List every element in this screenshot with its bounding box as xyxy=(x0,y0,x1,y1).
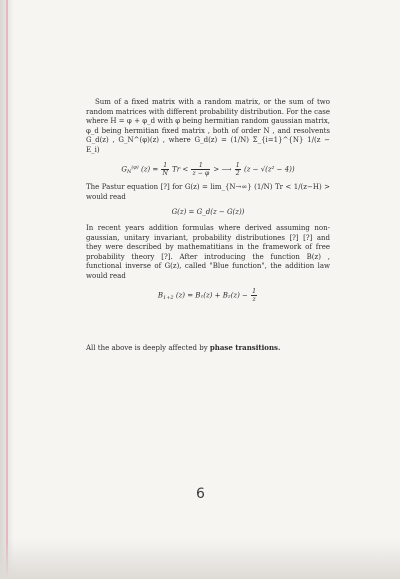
eq1-frac3-den: 2 xyxy=(235,169,240,177)
eq1-arrow: > ⟶ xyxy=(213,165,232,174)
closing-bold-phrase: phase transitions. xyxy=(209,343,281,353)
eq1-frac-resolvent xyxy=(191,162,210,177)
equation-blue-function xyxy=(86,288,330,304)
margin-line xyxy=(6,0,8,579)
bottom-shadow xyxy=(0,539,400,579)
closing-sentence xyxy=(86,343,330,354)
vertical-spacer xyxy=(86,309,330,343)
eq3-lhs: B xyxy=(157,291,164,299)
eq3-rest: (z) = B₁(z) + B₂(z) − xyxy=(175,291,248,299)
equation-pastur: G(z) = G_d(z − G(z)) xyxy=(171,208,245,217)
eq3-frac-one-over-z xyxy=(251,288,257,303)
paragraph-addition-formulas: In recent years addition formulas where derived assuming non-gaussian, unitary invariant, probability distributiones [?] [?] and they were described by mathematitians in the framework of free probability theory [?]. After introducing the function B(z) , functional inverse of G(z), called "Blue function", the addition law would read xyxy=(86,223,330,280)
equation-resolvent xyxy=(86,162,330,178)
text-body xyxy=(86,98,330,357)
eq1-frac2-den: z − φ xyxy=(192,169,210,177)
eq3-lhs-sub: 1+2 xyxy=(163,294,174,301)
eq1-lhs-arg: (z) = xyxy=(140,165,159,174)
closing-prefix: All the above is deeply affected by xyxy=(86,344,210,353)
eq3-frac-den: z xyxy=(252,295,256,303)
eq1-lhs-sup: (φ) xyxy=(131,164,139,171)
page-number: 6 xyxy=(196,486,205,502)
eq1-rhs: (z − √(z² − 4)) xyxy=(243,165,295,174)
eq1-frac2-num: 1 xyxy=(191,162,210,170)
eq1-frac-1-over-n xyxy=(161,162,168,177)
eq1-frac1-num: 1 xyxy=(163,161,168,169)
paragraph-pastur: The Pastur equation [?] for G(z) = lim_{N→∞} (1/N) Tr < 1/(z−H) > would read xyxy=(86,183,330,201)
eq1-lhs-sub: N xyxy=(126,168,132,175)
eq1-lhs: G xyxy=(121,165,127,174)
eq1-frac1-den: N xyxy=(162,169,168,177)
eq1-trace: Tr < xyxy=(172,165,189,174)
eq1-frac-half xyxy=(235,162,241,177)
paragraph-sum-of-matrices: Sum of a fixed matrix with a random matrix, or the sum of two random matrices with different probability distribution. For the case where H = φ + φ_d with φ being hermitian random gaussian matrix, φ_d being hermitian fixed matrix , both of order N , and resolvents G_d(z) , G_N^(φ)(z) , where G_d(z) = (1/N) Σ_{i=1}^{N} 1/(z − E_i) xyxy=(86,98,330,154)
eq1-frac3-num: 1 xyxy=(235,161,240,169)
eq3-frac-num: 1 xyxy=(252,287,257,295)
